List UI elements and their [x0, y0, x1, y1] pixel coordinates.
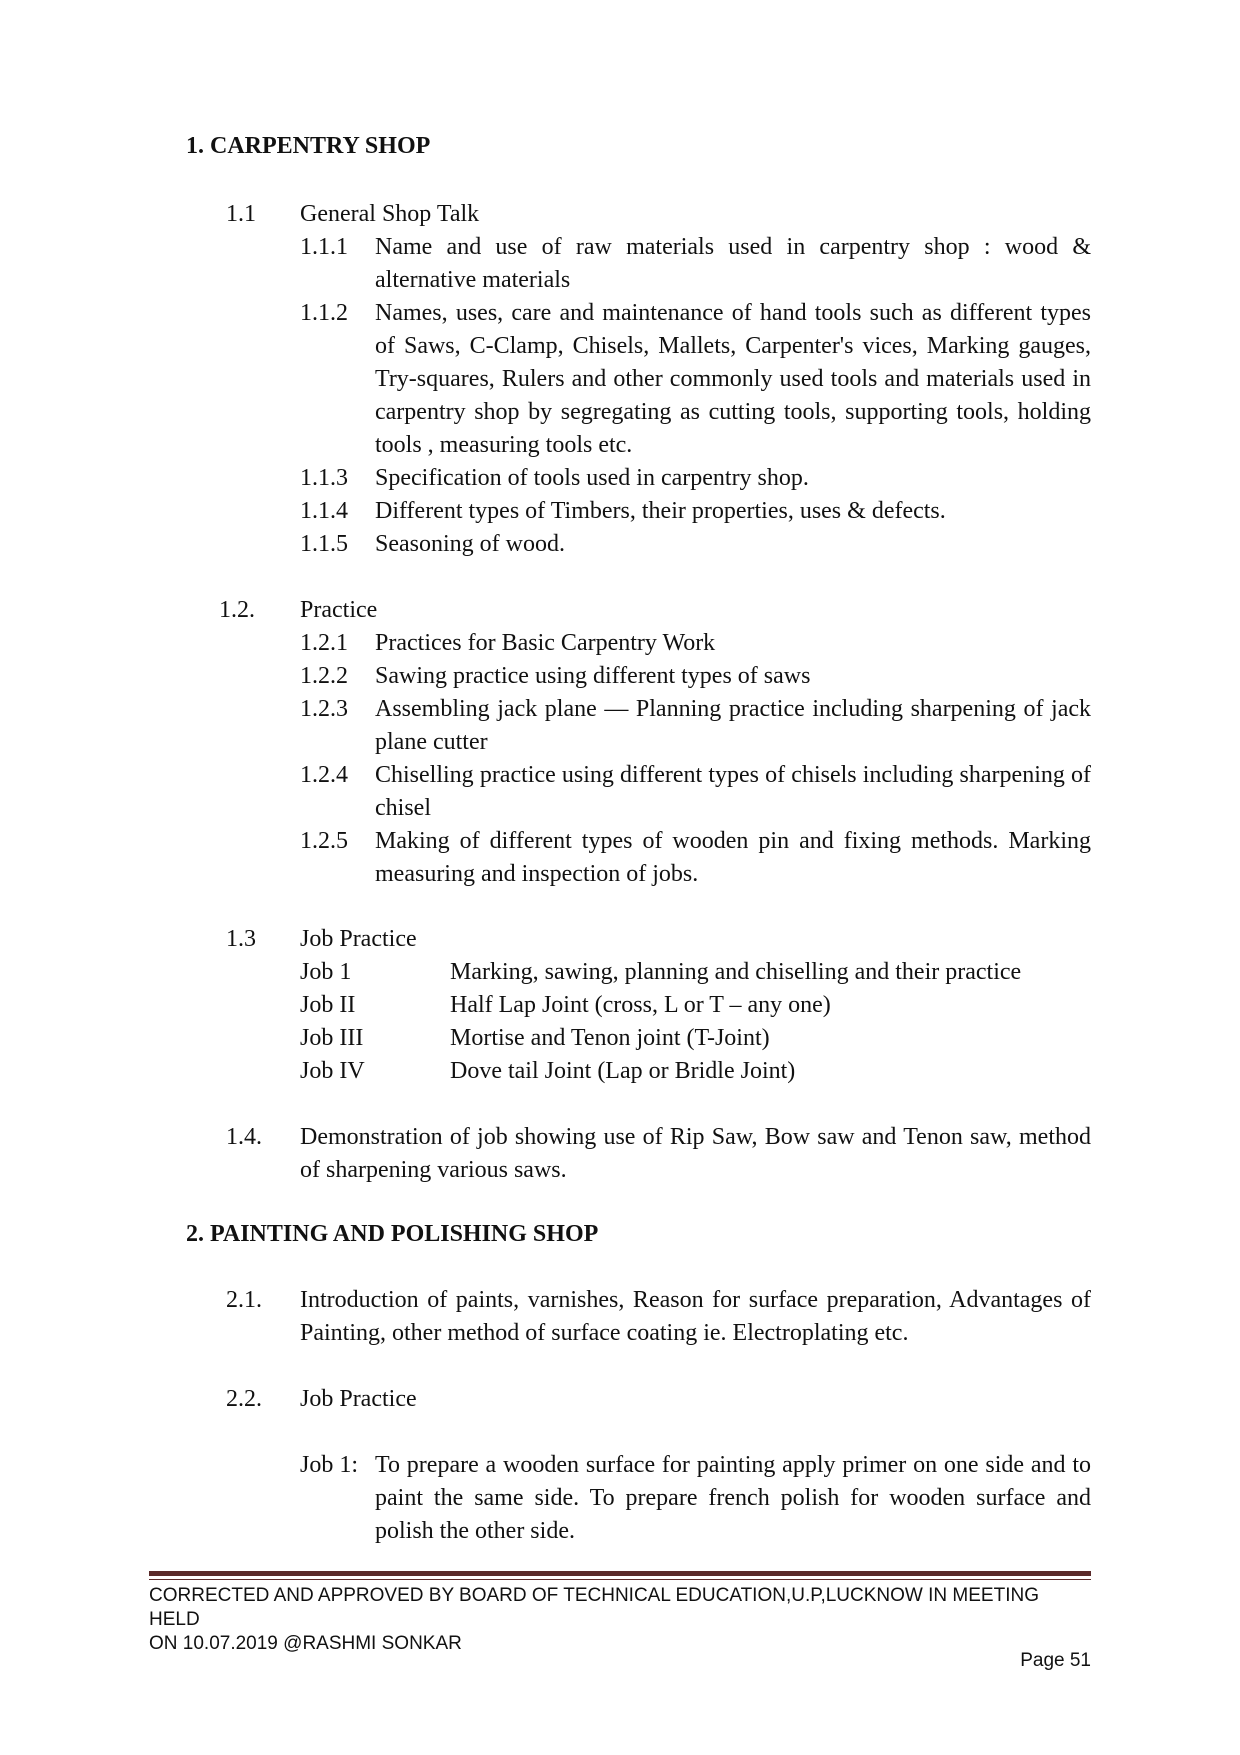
- item-1-2-3-number: 1.2.3: [300, 696, 348, 722]
- section-2-heading: 2. PAINTING AND POLISHING SHOP: [186, 1221, 599, 1247]
- item-1-2-4-number: 1.2.4: [300, 762, 348, 788]
- item-1-1-3-text: Specification of tools used in carpentry shop.: [375, 465, 809, 491]
- job-1-text: Marking, sawing, planning and chiselling and their practice: [450, 959, 1022, 985]
- footer-rule-thick: [149, 1571, 1091, 1576]
- footer-line-1: CORRECTED AND APPROVED BY BOARD OF TECHNICAL EDUCATION,U.P,LUCKNOW IN MEETING HELD: [149, 1585, 1039, 1630]
- job-1-label: Job 1: [300, 959, 352, 985]
- job-2-text: Half Lap Joint (cross, L or T – any one): [450, 992, 831, 1018]
- paint-job-1-text: To prepare a wooden surface for painting apply primer on one side and to paint the same side. To prepare french polish for wooden surface and polish the other side.: [375, 1452, 1091, 1544]
- section-1-3-number: 1.3: [226, 926, 256, 952]
- section-2-2-title: Job Practice: [300, 1386, 417, 1412]
- item-1-2-4-text: Chiselling practice using different types of chisels including sharpening of chisel: [375, 762, 1091, 821]
- item-1-1-3-number: 1.1.3: [300, 465, 348, 491]
- item-1-2-5-text: Making of different types of wooden pin and fixing methods. Marking measuring and inspection of jobs.: [375, 828, 1091, 887]
- item-1-1-4-number: 1.1.4: [300, 498, 348, 524]
- footer-note: [149, 1584, 1091, 1656]
- job-3-label: Job III: [300, 1025, 364, 1051]
- section-2-1-text: Introduction of paints, varnishes, Reason for surface preparation, Advantages of Painting, other method of surface coating ie. Electroplating etc.: [300, 1287, 1091, 1346]
- job-3-text: Mortise and Tenon joint (T-Joint): [450, 1025, 770, 1051]
- section-1-4-number: 1.4.: [226, 1124, 262, 1150]
- section-1-2-number: 1.2.: [219, 597, 255, 623]
- item-1-1-4-text: Different types of Timbers, their properties, uses & defects.: [375, 498, 946, 524]
- section-2-1-number: 2.1.: [226, 1287, 262, 1313]
- item-1-1-1-text: Name and use of raw materials used in carpentry shop : wood & alternative materials: [375, 234, 1091, 293]
- item-1-1-5-number: 1.1.5: [300, 531, 348, 557]
- item-1-2-1-number: 1.2.1: [300, 630, 348, 656]
- item-1-2-2-text: Sawing practice using different types of saws: [375, 663, 811, 689]
- item-1-2-5-number: 1.2.5: [300, 828, 348, 854]
- job-4-label: Job IV: [300, 1058, 365, 1084]
- section-1-3-title: Job Practice: [300, 926, 417, 952]
- item-1-1-1-number: 1.1.1: [300, 234, 348, 260]
- job-4-text: Dove tail Joint (Lap or Bridle Joint): [450, 1058, 796, 1084]
- section-2-2-number: 2.2.: [226, 1386, 262, 1412]
- item-1-1-2-text: Names, uses, care and maintenance of hand tools such as different types of Saws, C-Clamp, Chisels, Mallets, Carpenter's vices, Marking gauges, Try-squares, Rulers and other commonly used tools and materials used in carpentry shop by segregating as cutting tools, supporting tools, holding tools , measuring tools etc.: [375, 300, 1091, 458]
- item-1-2-1-text: Practices for Basic Carpentry Work: [375, 630, 716, 656]
- item-1-1-5-text: Seasoning of wood.: [375, 531, 565, 557]
- paint-job-1-label: Job 1:: [300, 1452, 359, 1478]
- item-1-2-3-text: Assembling jack plane — Planning practice including sharpening of jack plane cutter: [375, 696, 1091, 755]
- footer-rule-thin: [149, 1579, 1091, 1580]
- section-1-1-number: 1.1: [226, 201, 256, 227]
- item-1-2-2-number: 1.2.2: [300, 663, 348, 689]
- section-1-1-title: General Shop Talk: [300, 201, 480, 227]
- footer-line-2: ON 10.07.2019 @RASHMI SONKAR: [149, 1633, 462, 1654]
- item-1-1-2-number: 1.1.2: [300, 300, 348, 326]
- section-1-4-text: Demonstration of job showing use of Rip Saw, Bow saw and Tenon saw, method of sharpening various saws.: [300, 1124, 1091, 1183]
- page-number: Page 51: [1020, 1650, 1091, 1671]
- section-1-2-title: Practice: [300, 597, 378, 623]
- job-2-label: Job II: [300, 992, 356, 1018]
- section-1-heading: 1. CARPENTRY SHOP: [186, 133, 431, 159]
